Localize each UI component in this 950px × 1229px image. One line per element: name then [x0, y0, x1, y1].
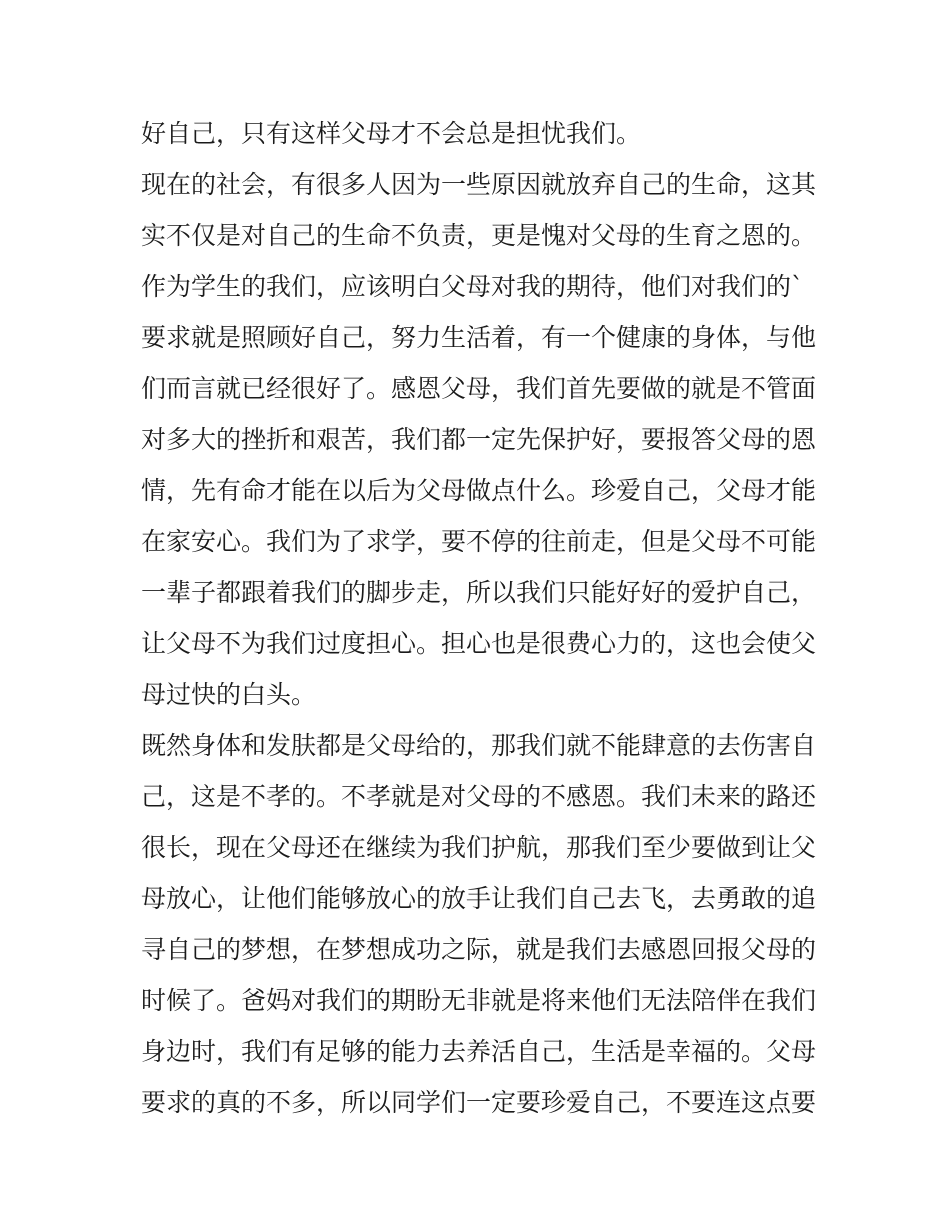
text-line: 时候了。爸妈对我们的期盼无非就是将来他们无法陪伴在我们 — [141, 986, 817, 1015]
text-line: 对多大的挫折和艰苦，我们都一定先保护好，要报答父母的恩 — [141, 425, 817, 454]
text-line: 己，这是不孝的。不孝就是对父母的不感恩。我们未来的路还 — [141, 782, 817, 811]
text-line: 既然身体和发肤都是父母给的，那我们就不能肆意的去伤害自 — [141, 731, 817, 760]
text-line: 很长，现在父母还在继续为我们护航，那我们至少要做到让父 — [141, 833, 817, 862]
text-line: 情，先有命才能在以后为父母做点什么。珍爱自己，父母才能 — [141, 476, 817, 505]
document-body — [141, 108, 821, 1128]
text-line: 实不仅是对自己的生命不负责，更是愧对父母的生育之恩的。 — [141, 221, 817, 250]
text-line: 身边时，我们有足够的能力去养活自己，生活是幸福的。父母 — [141, 1037, 817, 1066]
text-line: 现在的社会，有很多人因为一些原因就放弃自己的生命，这其 — [141, 170, 817, 199]
text-line: 们而言就已经很好了。感恩父母，我们首先要做的就是不管面 — [141, 374, 817, 403]
text-line: 好自己，只有这样父母才不会总是担忧我们。 — [141, 119, 642, 148]
text-line: 让父母不为我们过度担心。担心也是很费心力的，这也会使父 — [141, 629, 817, 658]
text-line: 要求就是照顾好自己，努力生活着，有一个健康的身体，与他 — [141, 323, 817, 352]
text-line: 在家安心。我们为了求学，要不停的往前走，但是父母不可能 — [141, 527, 817, 556]
text-line: 作为学生的我们，应该明白父母对我的期待，他们对我们的` — [141, 272, 804, 301]
text-line: 寻自己的梦想，在梦想成功之际，就是我们去感恩回报父母的 — [141, 935, 817, 964]
text-line: 一辈子都跟着我们的脚步走，所以我们只能好好的爱护自己， — [141, 578, 817, 607]
text-line: 母放心，让他们能够放心的放手让我们自己去飞，去勇敢的追 — [141, 884, 817, 913]
text-line: 要求的真的不多，所以同学们一定要珍爱自己，不要连这点要 — [141, 1088, 817, 1117]
text-line: 母过快的白头。 — [141, 680, 317, 709]
